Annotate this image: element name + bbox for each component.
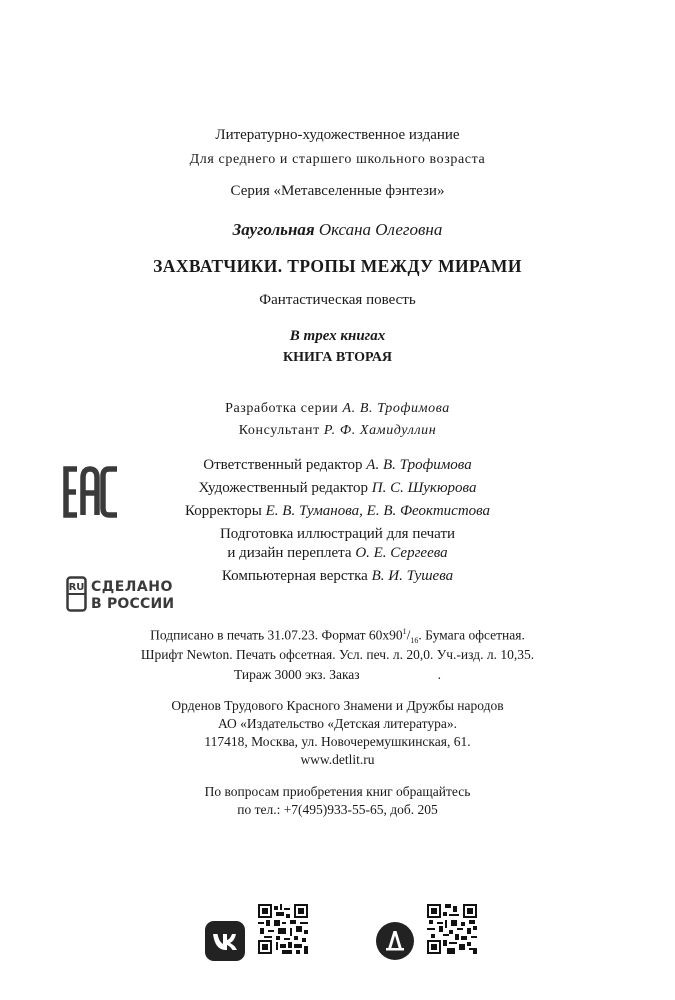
credit-name: П. С. Шукюрова <box>371 480 477 496</box>
made-in-russia-mark-icon <box>66 576 188 612</box>
author-given-names: Оксана Олеговна <box>318 220 443 239</box>
credit-cover-design <box>0 545 675 562</box>
imprint-line-2: Шрифт Newton. Печать офсетная. Усл. печ. л. 20,0. Уч.-изд. л. 10,35. <box>140 647 535 662</box>
audience: Для среднего и старшего школьного возраста <box>189 152 486 167</box>
genre: Фантастическая повесть <box>259 292 416 308</box>
contact-line-1: По вопросам приобретения книг обращайтесь <box>204 784 471 799</box>
edition-type: Литературно-художественное издание <box>215 127 460 143</box>
qr-code <box>427 904 477 954</box>
badge-letters: RU <box>68 582 85 593</box>
imprint-signed-format: Подписано в печать 31.07.23. Формат 60x90 <box>150 627 403 643</box>
credit-name: В. И. Тушева <box>371 568 454 584</box>
credit-role: и дизайн переплета <box>227 545 352 561</box>
book-number: КНИГА ВТОРАЯ <box>282 350 393 365</box>
credit-role: Консультант <box>238 423 320 438</box>
credit-role: Ответственный редактор <box>203 457 363 473</box>
made-in-russia-line1: СДЕЛАНО <box>91 579 173 595</box>
qr-code <box>258 904 308 954</box>
format-fraction-numerator: 1 <box>402 627 407 636</box>
credit-name: Е. В. Туманова, Е. В. Феоктистова <box>265 503 491 519</box>
author-surname: Заугольная <box>232 220 315 239</box>
author-line <box>0 220 675 240</box>
credit-role: Подготовка иллюстраций для печати <box>219 526 456 542</box>
credit-name: Р. Ф. Хамидуллин <box>323 423 437 438</box>
imprint-line-3 <box>0 667 675 683</box>
detlit-logo-icon <box>375 921 415 961</box>
imprint-line-1: Подписано в печать 31.07.23. Формат $60x90^1/_{16}$. Бумага офсетная. <box>150 627 525 646</box>
publisher-website: www.detlit.ru <box>300 752 375 767</box>
credit-role: Корректоры <box>184 503 262 519</box>
publisher-line-2: АО «Издательство «Детская литература». <box>217 716 458 731</box>
print-run: Тираж 3000 экз. Заказ <box>233 667 360 682</box>
made-in-russia-line2: В РОССИИ <box>91 596 175 612</box>
publisher-address: 117418, Москва, ул. Новочеремушкинская, 61. <box>204 734 471 749</box>
publisher-line-1: Орденов Трудового Красного Знамени и Дружбы народов <box>171 698 504 713</box>
format-fraction-denominator: 16 <box>410 636 419 646</box>
contact-phone: по тел.: +7(495)933-55-65, доб. 205 <box>237 802 438 817</box>
credit-name: А. В. Трофимова <box>342 401 450 416</box>
credit-name: А. В. Трофимова <box>366 457 472 473</box>
credit-series-development <box>0 401 675 417</box>
credit-role: Разработка серии <box>225 401 339 416</box>
credit-art-editor <box>0 480 675 497</box>
credit-executive-editor <box>0 457 675 474</box>
vk-icon <box>205 921 245 961</box>
credit-role: Художественный редактор <box>198 480 369 496</box>
credit-proofreaders <box>0 503 675 520</box>
credit-consultant <box>0 423 675 439</box>
volumes-note: В трех книгах <box>289 328 386 344</box>
credit-role: Компьютерная верстка <box>221 568 368 584</box>
order-number-dot: . <box>437 667 442 682</box>
book-title: ЗАХВАТЧИКИ. ТРОПЫ МЕЖДУ МИРАМИ <box>153 256 522 276</box>
series-name: Серия «Метавселенные фэнтези» <box>230 183 445 199</box>
imprint-paper: . Бумага офсетная. <box>418 627 525 643</box>
credit-name: О. Е. Сергеева <box>355 545 448 561</box>
credit-illustrations <box>0 526 675 543</box>
